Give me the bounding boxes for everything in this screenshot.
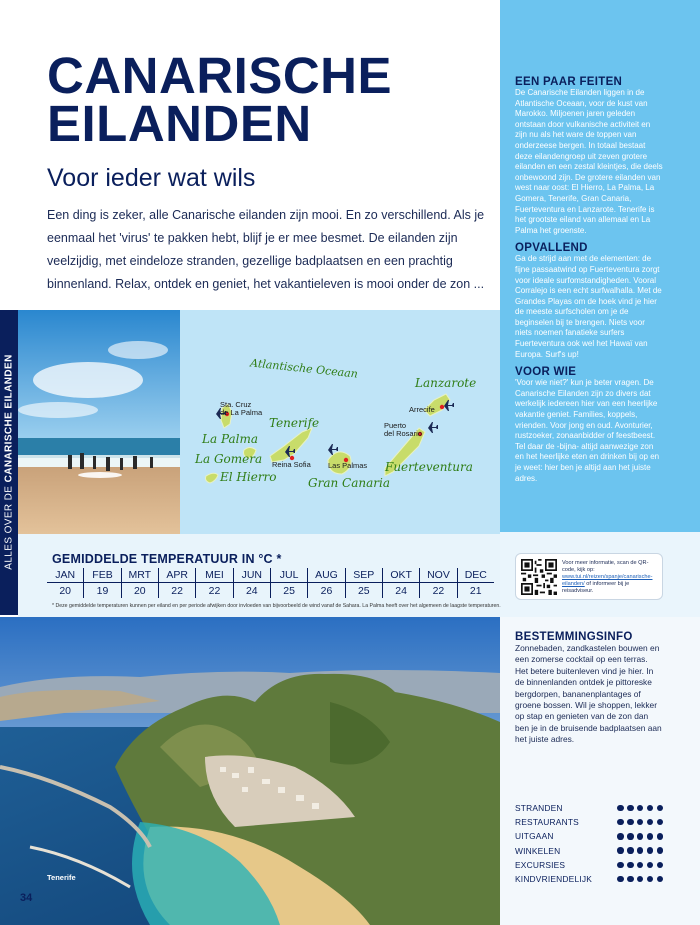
airplane-icon xyxy=(428,422,438,433)
rating-dot-icon xyxy=(657,847,663,853)
opvallend-text: Ga de strijd aan met de elementen: de fijne passaatwind op Fuerteventura zorgt voor ideale surfomstandigheden. Vooral Corralejo is een echt surfwalhalla. Met de Grandes Playas om de hoek vind je hier de meeste surfscholen om je de beginselen bij te brengen. Niets voor niets noemen fanatieke surfers Fuerteventura ook wel het Hawaï van Europa. Surf's up! xyxy=(515,254,662,359)
vertical-label-bold: CANARISCHE EILANDEN xyxy=(3,354,15,483)
temperature-month: FEB xyxy=(84,568,120,583)
qr-text-suffix: of informeer bij je reisadviseur. xyxy=(562,581,630,594)
temperature-value: 22 xyxy=(208,585,221,597)
temperature-value: 24 xyxy=(245,585,258,597)
temperature-value: 21 xyxy=(469,585,482,597)
rating-dot-icon xyxy=(627,862,633,868)
rating-dot-icon xyxy=(617,819,623,825)
rating-dot-icon xyxy=(617,876,623,882)
rating-dot-icon xyxy=(647,833,653,839)
rating-dots xyxy=(617,805,663,811)
rating-dot-icon xyxy=(637,805,643,811)
page-subtitle: Voor ieder wat wils xyxy=(47,164,256,192)
temperature-month: SEP xyxy=(346,568,382,583)
temperature-value: 20 xyxy=(133,585,146,597)
map-label-la-gomera: La Gomera xyxy=(195,452,263,466)
rating-row xyxy=(515,801,663,815)
title-line-1: CANARISCHE xyxy=(47,47,393,104)
rating-dots xyxy=(617,876,663,882)
rating-dot-icon xyxy=(637,862,643,868)
temperature-column xyxy=(195,568,232,598)
rating-label: RESTAURANTS xyxy=(515,817,579,828)
rating-row xyxy=(515,872,663,886)
rating-dots xyxy=(617,847,663,853)
map-label-fuerteventura: Fuerteventura xyxy=(385,460,473,474)
temperature-column xyxy=(158,568,195,598)
rating-dot-icon xyxy=(627,847,633,853)
map-label-gran-canaria: Gran Canaria xyxy=(308,476,390,490)
opvallend-heading: OPVALLEND xyxy=(515,242,588,255)
rating-label: WINKELEN xyxy=(515,845,561,856)
rating-dot-icon xyxy=(637,819,643,825)
qr-text-prefix: Voor meer informatie, scan de QR-code, kijk op: xyxy=(562,560,649,573)
rating-dot-icon xyxy=(637,876,643,882)
rating-label: KINDVRIENDELIJK xyxy=(515,874,592,885)
map-place-sta-cruz xyxy=(220,401,262,417)
map-ocean-label: Atlantische Oceaan xyxy=(249,356,359,381)
temperature-month: MRT xyxy=(122,568,158,583)
temperature-month: AUG xyxy=(308,568,344,583)
temperature-month: JUL xyxy=(271,568,307,583)
temperature-column xyxy=(83,568,120,598)
temperature-heading: GEMIDDELDE TEMPERATUUR IN °C * xyxy=(52,552,282,566)
rating-dot-icon xyxy=(647,805,653,811)
temperature-value: 20 xyxy=(59,585,71,597)
map-label-el-hierro: El Hierro xyxy=(220,470,277,484)
temperature-column xyxy=(47,568,83,598)
rating-dot-icon xyxy=(627,876,633,882)
facts-heading: EEN PAAR FEITEN xyxy=(515,76,623,88)
rating-dot-icon xyxy=(617,847,623,853)
voorwie-heading: VOOR WIE xyxy=(515,366,577,379)
rating-dot-icon xyxy=(657,819,663,825)
sidebar-facts xyxy=(515,76,663,490)
rating-label: STRANDEN xyxy=(515,803,563,814)
rating-dot-icon xyxy=(647,847,653,853)
rating-dot-icon xyxy=(647,862,653,868)
temperature-month: NOV xyxy=(420,568,456,583)
temperature-table xyxy=(47,568,494,598)
map-place-puerto-line1: Puerto xyxy=(384,421,407,430)
rating-dot-icon xyxy=(627,819,633,825)
temperature-month: APR xyxy=(159,568,195,583)
rating-dot-icon xyxy=(657,805,663,811)
rating-label: UITGAAN xyxy=(515,831,554,842)
canary-islands-map xyxy=(180,310,500,534)
rating-row xyxy=(515,858,663,872)
map-place-las-palmas: Las Palmas xyxy=(328,461,368,470)
facts-text: De Canarische Eilanden liggen in de Atlantische Oceaan, voor de kust van Marokko. Miljoenen jaren geleden ontstaan door vulkanische activiteit en zijn nu als het ware de toppen van onderzeese bergen. In totaal bestaat deze eilandengroep uit zeven grotere eilanden en een zestal kleintjes, die deels onbewoond zijn. De grotere eilanden van west naar oost: El Hierro, La Palma, La Gomera, Tenerife, Gran Canaria, Fuerteventura en Lanzarote. Tenerife is het grootste eiland van allemaal en La Palma het groenste. xyxy=(515,88,663,235)
qr-code-icon[interactable] xyxy=(521,559,557,595)
rating-label: EXCURSIES xyxy=(515,859,566,870)
map-place-sta-cruz-line2: de La Palma xyxy=(220,408,263,417)
map-label-tenerife: Tenerife xyxy=(269,416,320,430)
temperature-column xyxy=(307,568,344,598)
map-place-sta-cruz-line1: Sta. Cruz xyxy=(220,400,252,409)
temperature-value: 22 xyxy=(171,585,183,597)
island-el-hierro-shape xyxy=(206,473,219,483)
rating-dot-icon xyxy=(647,819,653,825)
page-title xyxy=(47,47,467,152)
temperature-month: OKT xyxy=(383,568,419,583)
rating-dots xyxy=(617,862,663,868)
map-label-lanzarote: Lanzarote xyxy=(415,376,477,390)
rating-dot-icon xyxy=(627,805,633,811)
rating-dot-icon xyxy=(657,833,663,839)
temperature-column xyxy=(382,568,419,598)
temperature-month: MEI xyxy=(196,568,232,583)
rating-row xyxy=(515,829,663,843)
vertical-label-prefix: ALLES OVER DE xyxy=(3,482,15,570)
map-place-arrecife: Arrecife xyxy=(409,405,435,414)
rating-dot-icon xyxy=(617,833,623,839)
temperature-value: 26 xyxy=(320,585,333,597)
info-text: Zonnebaden, zandkastelen bouwen en een zomerse cocktail op een terras. Het betere buitenleven vind je hier. In de binnenlanden ontdek je pittoreske bergdorpen, bananenplantages of groene bossen. Wil je shoppen, lekker op stap en genieten van de zon dan ben je in de bruisende badplaatsen aan het juiste adres. xyxy=(515,643,662,745)
photo-caption: Tenerife xyxy=(47,873,76,882)
info-heading: BESTEMMINGSINFO xyxy=(515,631,633,643)
temperature-column xyxy=(270,568,307,598)
sidebar-bestemmingsinfo xyxy=(515,631,663,752)
ratings-list xyxy=(515,801,663,886)
rating-dot-icon xyxy=(627,833,633,839)
marker-arrecife xyxy=(440,405,444,409)
qr-info-text xyxy=(562,560,660,595)
temperature-month: DEC xyxy=(458,568,494,583)
temperature-column xyxy=(121,568,158,598)
temperature-value: 25 xyxy=(357,585,370,597)
temperature-column xyxy=(457,568,494,598)
map-place-reina-sofia: Reina Sofia xyxy=(272,460,311,469)
temperature-value: 19 xyxy=(96,585,109,597)
vertical-section-label xyxy=(4,354,15,569)
qr-info-box xyxy=(515,553,663,600)
rating-dot-icon xyxy=(657,876,663,882)
temperature-value: 24 xyxy=(395,585,407,597)
temperature-column xyxy=(233,568,270,598)
rating-dot-icon xyxy=(617,805,623,811)
rating-row xyxy=(515,844,663,858)
rating-dot-icon xyxy=(637,833,643,839)
page-number: 34 xyxy=(20,892,33,904)
beach-photo xyxy=(18,310,180,534)
voorwie-text: 'Voor wie niet?' kun je beter vragen. De Canarische Eilanden zijn zo divers dat werkelijk iedereen hier van een heerlijke vakantie geniet. Families, koppels, vrienden. Voor jong en oud. Avonturier, rustzoeker, zonaanbidder of feestbeest. Tel daar de -bijna- altijd aanwezige zon en het heerlijke eten en drinken bij op en je weet: hier ben je altijd aan het juiste adres. xyxy=(515,378,660,483)
rating-dots xyxy=(617,819,663,825)
temperature-column xyxy=(345,568,382,598)
rating-dots xyxy=(617,833,663,839)
rating-dot-icon xyxy=(637,847,643,853)
temperature-month: JAN xyxy=(47,568,83,583)
title-line-2: EILANDEN xyxy=(47,95,312,152)
intro-paragraph: Een ding is zeker, alle Canarische eilanden zijn mooi. En zo verschillend. Als je eenmaal het 'virus' te pakken hebt, blijf je er mee besmet. De eilanden zijn veelzijdig, met eindeloze stranden, gezellige badplaatsen en een prachtig binnenland. Relax, ontdek en geniet, het vakantieleven is mooi onder de zon ... xyxy=(47,208,485,291)
temperature-value: 22 xyxy=(432,585,445,597)
temperature-value: 25 xyxy=(283,585,295,597)
temperature-month: JUN xyxy=(234,568,270,583)
map-place-puerto-line2: del Rosario xyxy=(384,429,422,438)
temperature-footnote: * Deze gemiddelde temperaturen kunnen per eiland en per periode afwijken door invloeden van bijvoorbeeld de wind vanaf de Sahara. La Palma heeft over het algemeen de laagste temperaturen. xyxy=(52,603,501,609)
qr-link[interactable]: www.tui.nl/reizen/spanje/canarische-eilanden/ xyxy=(562,574,653,587)
rating-dot-icon xyxy=(617,862,623,868)
rating-row xyxy=(515,815,663,829)
rating-dot-icon xyxy=(657,862,663,868)
temperature-column xyxy=(419,568,456,598)
map-label-la-palma: La Palma xyxy=(202,432,258,446)
rating-dot-icon xyxy=(647,876,653,882)
map-place-puerto xyxy=(384,422,422,438)
